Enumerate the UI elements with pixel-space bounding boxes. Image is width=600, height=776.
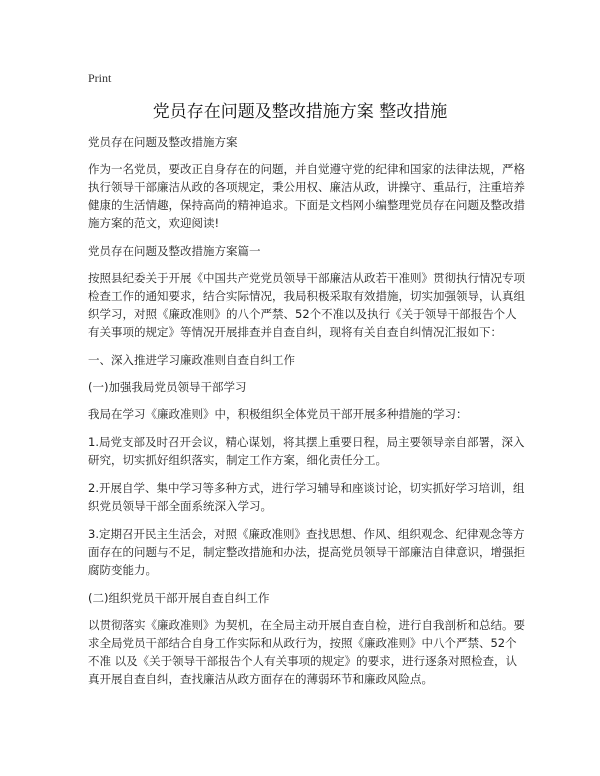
subsection-heading: (一)加强我局党员领导干部学习 <box>88 380 247 394</box>
body-paragraph: 我局在学习《廉政准则》中，积极组织全体党员干部开展多种措施的学习： <box>88 407 468 421</box>
body-paragraph: 以贯彻落实《廉政准则》为契机，在全局主动开展自查自检，进行自我剖析和总结。要求全局党员干部结合自身工作实际和从政行为，按照《廉政准则》中八个严禁、52个不准 以及《关于领导干部报告个人有关事项的规定》的要求，进行逐条对照检查，认真开展自查自纠，查找廉洁从政方面存在的薄弱环节和廉政风险点。 <box>88 618 525 686</box>
article-body <box>88 133 528 698</box>
list-item: 1.局党支部及时召开会议，精心谋划，将其摆上重要日程，局主要领导亲自部署，深入研究，切实抓好组织落实，制定工作方案，细化责任分工。 <box>88 435 525 467</box>
article-heading: 党员存在问题及整改措施方案篇一 <box>88 244 261 258</box>
body-paragraph: 按照县纪委关于开展《中国共产党党员领导干部廉洁从政若干准则》贯彻执行情况专项检查工作的通知要求，结合实际情况，我局积极采取有效措施，切实加强领导，认真组织学习，对照《廉政准则》的八个严禁、52个不准以及执行《关于领导干部报告个人有关事项的规定》等情况开展排查并自查自纠，现将有关自查自纠情况汇报如下： <box>88 271 525 339</box>
intro-paragraph: 作为一名党员，要改正自身存在的问题，并自觉遵守党的纪律和国家的法律法规，严格执行领导干部廉洁从政的各项规定，秉公用权、廉洁从政，讲操守、重品行，注重培养健康的生活情趣，保持高尚的精神追求。下面是文档网小编整理党员存在问题及整改措施方案的范文，欢迎阅读! <box>88 162 525 230</box>
subsection-heading: (二)组织党员干部开展自查自纠工作 <box>88 591 270 605</box>
section-heading: 一、深入推进学习廉政准则自查自纠工作 <box>88 353 295 367</box>
list-item: 3.定期召开民主生活会，对照《廉政准则》查找思想、作风、组织观念、纪律观念等方面存在的问题与不足，制定整改措施和办法，提高党员领导干部廉洁自律意识，增强拒腐防变能力。 <box>88 527 525 577</box>
section-subtitle: 党员存在问题及整改措施方案 <box>88 135 238 149</box>
print-link[interactable]: Print <box>88 71 112 85</box>
page-title: 党员存在问题及整改措施方案 整改措施 <box>152 102 448 122</box>
list-item: 2.开展自学、集中学习等多种方式，进行学习辅导和座谈讨论，切实抓好学习培训，组织党员领导干部全面系统深入学习。 <box>88 481 525 513</box>
